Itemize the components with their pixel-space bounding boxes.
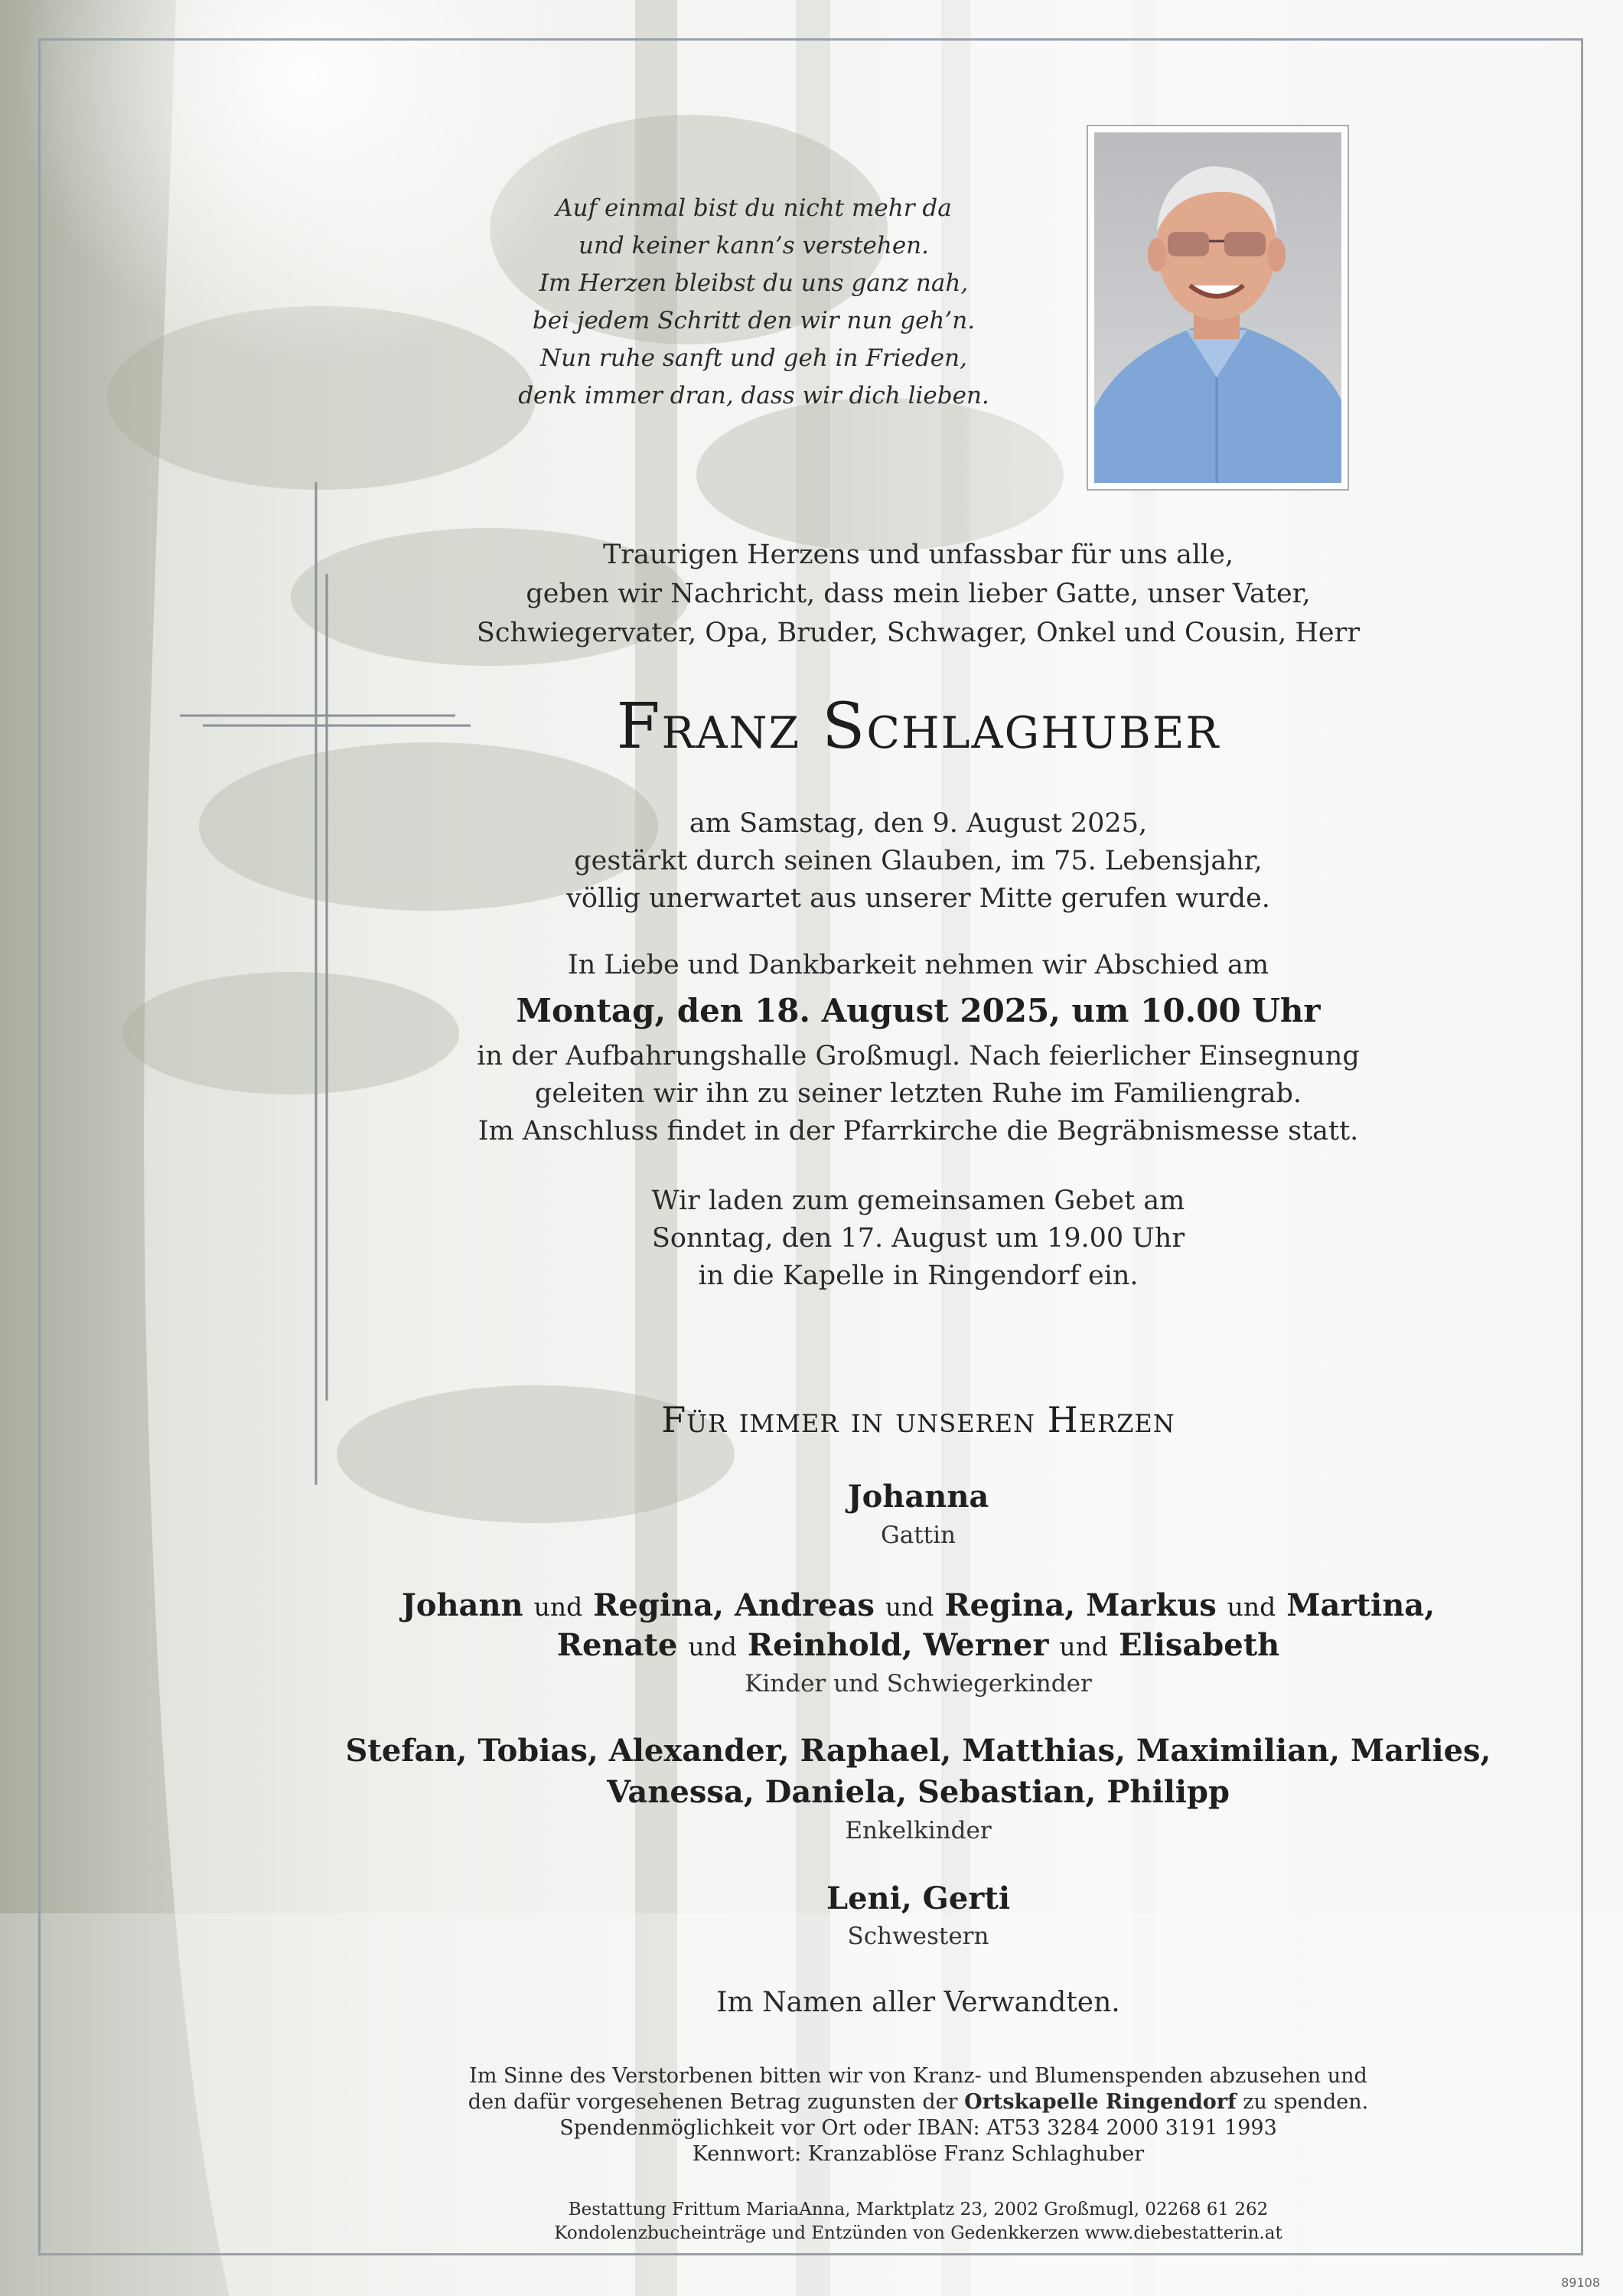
prayer-line: Sonntag, den 17. August um 19.00 Uhr xyxy=(651,1223,1185,1254)
farewell-detail-line: in der Aufbahrungshalle Großmugl. Nach feierlicher Einsegnung xyxy=(477,1041,1360,1071)
und-connector: und xyxy=(533,1592,583,1622)
footer-code: 89108 xyxy=(1561,2275,1600,2290)
poem-line: Nun ruhe sanft und geh in Frieden, xyxy=(540,344,967,372)
portrait-photo xyxy=(1094,132,1341,483)
undertaker-line: Bestattung Frittum MariaAnna, Marktplatz 23, 2002 Großmugl, 02268 61 262 xyxy=(568,2200,1269,2219)
wife-role: Gattin xyxy=(880,1521,957,1549)
farewell-intro xyxy=(429,947,1408,984)
farewell-intro-line: In Liebe und Dankbarkeit nehmen wir Abschied am xyxy=(567,950,1269,980)
undertaker-line: Kondolenzbucheinträge und Entzünden von Gedenkkerzen www.diebestatterin.at xyxy=(554,2223,1282,2243)
undertaker-info xyxy=(383,2198,1454,2245)
intro-line: Traurigen Herzens und unfassbar für uns alle, xyxy=(602,540,1234,570)
portrait-frame xyxy=(1087,125,1349,491)
donation-recipient: Ortskapelle Ringendorf xyxy=(964,2090,1237,2114)
notice-text: den dafür vorgesehenen Betrag zugunsten der xyxy=(468,2090,965,2114)
und-connector: und xyxy=(1059,1632,1109,1662)
grandchildren-line-2: Vanessa, Daniela, Sebastian, Philipp xyxy=(607,1774,1230,1810)
forever-heading: Für immer in unseren Herzen xyxy=(661,1399,1175,1440)
und-connector: und xyxy=(1227,1592,1276,1622)
poem-line: und keiner kann’s verstehen. xyxy=(578,232,929,259)
child-name: Renate xyxy=(556,1627,678,1663)
und-connector: und xyxy=(885,1592,934,1622)
child-name: Johann xyxy=(401,1587,523,1623)
children-line-1 xyxy=(230,1586,1607,1627)
children-line-2 xyxy=(230,1626,1607,1667)
farewell-details xyxy=(429,1038,1408,1150)
siblings-names: Leni, Gerti xyxy=(826,1880,1011,1916)
death-info-line: völlig unerwartet aus unserer Mitte gerufen wurde. xyxy=(566,883,1270,914)
notice-text: zu spenden. xyxy=(1236,2090,1369,2114)
death-info-line: gestärkt durch seinen Glauben, im 75. Lebensjahr, xyxy=(574,846,1263,876)
announcement-intro xyxy=(429,536,1408,653)
poem-line: bei jedem Schritt den wir nun geh’n. xyxy=(532,307,976,334)
farewell-detail-line: geleiten wir ihn zu seiner letzten Ruhe im Familiengrab. xyxy=(534,1078,1302,1109)
grandchildren-line-1: Stefan, Tobias, Alexander, Raphael, Matthias, Maximilian, Marlies, xyxy=(345,1733,1491,1769)
child-name: Martina, xyxy=(1286,1587,1436,1623)
prayer-line: Wir laden zum gemeinsamen Gebet am xyxy=(651,1186,1185,1216)
poem xyxy=(474,190,1033,415)
portrait-illustration xyxy=(1094,132,1341,483)
und-connector: und xyxy=(688,1632,737,1662)
closing-line: Im Namen aller Verwandten. xyxy=(716,1987,1120,2018)
child-name: Regina, Andreas xyxy=(593,1587,875,1623)
wife-name: Johanna xyxy=(847,1479,989,1515)
intro-line: geben wir Nachricht, dass mein lieber Gatte, unser Vater, xyxy=(526,579,1311,609)
prayer-line: in die Kapelle in Ringendorf ein. xyxy=(698,1261,1139,1291)
cross-icon xyxy=(180,482,471,1485)
notice-line: Im Sinne des Verstorbenen bitten wir von Kranz- und Blumenspenden abzusehen und xyxy=(469,2064,1367,2088)
siblings-role: Schwestern xyxy=(847,1923,989,1950)
donation-notice xyxy=(383,2063,1454,2167)
children-role: Kinder und Schwiegerkinder xyxy=(745,1670,1092,1698)
child-name: Elisabeth xyxy=(1118,1627,1280,1663)
grandchildren-role: Enkelkinder xyxy=(845,1817,992,1844)
intro-line: Schwiegervater, Opa, Bruder, Schwager, Onkel und Cousin, Herr xyxy=(476,618,1361,648)
poem-line: Im Herzen bleibst du uns ganz nah, xyxy=(539,269,969,297)
notice-line: Kennwort: Kranzablöse Franz Schlaghuber xyxy=(692,2142,1145,2166)
child-name: Regina, Markus xyxy=(944,1587,1217,1623)
poem-line: denk immer dran, dass wir dich lieben. xyxy=(518,382,989,409)
death-info xyxy=(429,805,1408,918)
deceased-name: Franz Schlaghuber xyxy=(616,690,1221,763)
farewell-date: Montag, den 18. August 2025, um 10.00 Uhr xyxy=(516,992,1321,1029)
notice-line xyxy=(383,2089,1454,2115)
prayer-invitation xyxy=(429,1182,1408,1295)
child-name: Reinhold, Werner xyxy=(747,1627,1049,1663)
farewell-detail-line: Im Anschluss findet in der Pfarrkirche die Begräbnismesse statt. xyxy=(477,1116,1359,1146)
death-info-line: am Samstag, den 9. August 2025, xyxy=(689,808,1148,839)
poem-line: Auf einmal bist du nicht mehr da xyxy=(556,194,952,222)
notice-line: Spendenmöglichkeit vor Ort oder IBAN: AT53 3284 2000 3191 1993 xyxy=(559,2116,1277,2140)
